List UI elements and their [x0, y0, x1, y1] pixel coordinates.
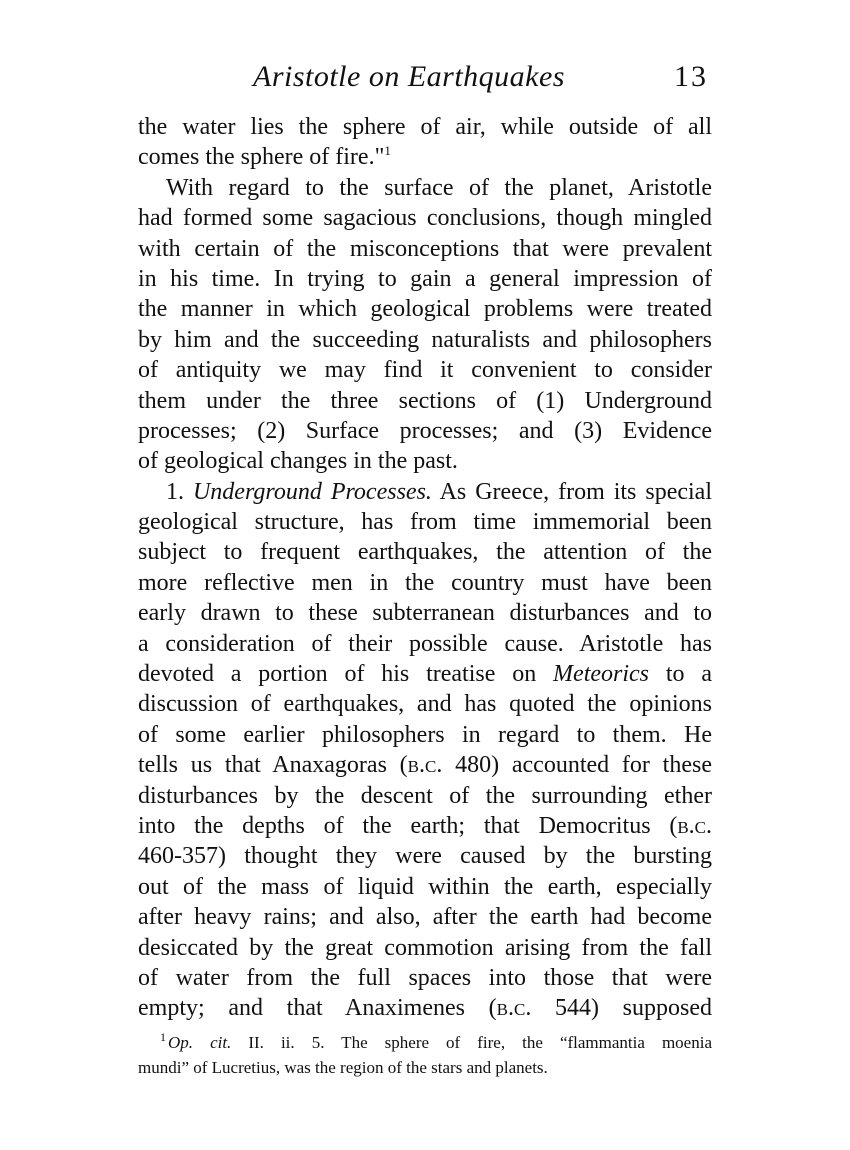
section-title: Underground Processes.	[192, 478, 432, 505]
footnote-line: mundi” of Lucretius, was the region of the stars and planets.	[138, 1058, 548, 1077]
text-line: of antiquity we may find it convenient to consider	[138, 357, 712, 384]
text-line: out of the mass of liquid within the earth, especially	[138, 873, 712, 900]
footnote-op-cit: Op. cit.	[168, 1033, 232, 1052]
text-line: 460-357) thought they were caused by the bursting	[138, 843, 712, 870]
text-line: of water from the full spaces into those that were	[138, 964, 712, 991]
text-line: the water lies the sphere of air, while outside of all	[138, 114, 712, 140]
footnote	[138, 1030, 712, 1080]
text-line: With regard to the surface of the planet, Aristotle	[166, 174, 712, 201]
text-line: tells us that Anaxagoras (b.c. 480) accounted for these	[138, 752, 712, 779]
text-line: more reflective men in the country must have been	[138, 569, 712, 596]
footnote-mark: 1	[160, 1030, 166, 1045]
text-line: comes the sphere of fire."$^1$	[138, 143, 391, 171]
footnote-line: $^1$ Op. cit. II. ii. 5. The sphere of fire, the “flammantia moenia	[160, 1030, 712, 1052]
text-line: with certain of the misconceptions that were prevalent	[138, 235, 712, 262]
text-line: of some earlier philosophers in regard to them. He	[138, 721, 712, 748]
section-number: 1.	[166, 478, 184, 505]
section-heading-line: 1. Underground Processes. As Greece, from its special	[166, 478, 712, 505]
text-line: into the depths of the earth; that Democritus (b.c.	[138, 812, 712, 839]
text-line: by him and the succeeding naturalists and philosophers	[138, 326, 712, 353]
text-line: a consideration of their possible cause. Aristotle has	[138, 630, 712, 657]
text-line: desiccated by the great commotion arising from the fall	[138, 934, 712, 961]
work-title-meteorics: Meteorics	[553, 661, 650, 688]
text-line: them under the three sections of (1) Underground	[138, 387, 712, 414]
text-line: the manner in which geological problems were treated	[138, 296, 712, 323]
footnote-reference: 1	[384, 143, 391, 159]
text-line: of geological changes in the past.	[138, 448, 458, 475]
text-line: processes; (2) Surface processes; and (3) Evidence	[138, 417, 712, 444]
text-line: early drawn to these subterranean disturbances and to	[138, 600, 712, 627]
text-line: subject to frequent earthquakes, the attention of the	[138, 539, 712, 566]
text-line: in his time. In trying to gain a general impression of	[138, 265, 712, 292]
text-line: disturbances by the descent of the surrounding ether	[138, 782, 712, 809]
text-line: after heavy rains; and also, after the earth had become	[138, 904, 712, 931]
running-title: Aristotle on Earthquakes	[253, 60, 565, 93]
text-line: discussion of earthquakes, and has quoted the opinions	[138, 691, 712, 718]
text-line: devoted a portion of his treatise on Meteorics to a	[138, 661, 712, 688]
body-text	[138, 112, 712, 1024]
text-line: empty; and that Anaximenes (b.c. 544) supposed	[138, 995, 713, 1022]
text-line: had formed some sagacious conclusions, though mingled	[138, 205, 712, 232]
page-header	[138, 60, 712, 100]
page-number: 13	[674, 60, 708, 93]
text-line: geological structure, has from time immemorial been	[138, 509, 712, 536]
